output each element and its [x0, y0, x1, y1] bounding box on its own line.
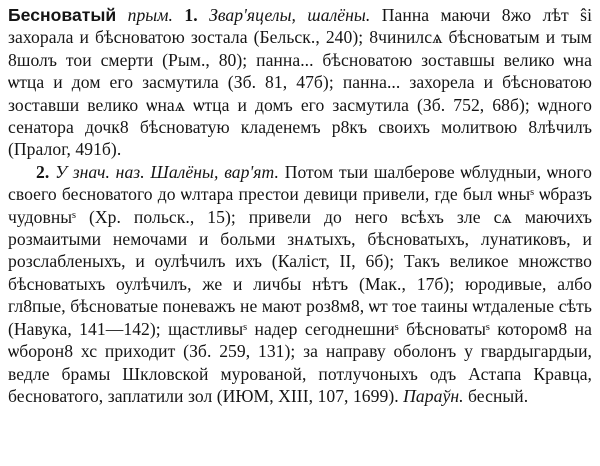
sense-2-paragraph	[8, 161, 592, 407]
compare-label: Параўн.	[403, 385, 464, 406]
part-of-speech: прым.	[127, 5, 173, 25]
sense-2-gloss: У знач. наз. Шалёны, вар'ят.	[55, 161, 279, 182]
sense-2-number: 2.	[36, 161, 50, 182]
headword: Бесноватый	[8, 5, 117, 25]
sense-2-citations: Потом тыи шалберове ѡблудныи, ѡного своего бесноватого до ѡлтара престои девици привели, где был ѡныˢ ѡбразъ чудовныˢ (Хр. польск., 15); привели до него всѣхъ зле сѧ маючихъ розмаитыми немочами и больми знѧтыхъ, бѣсноватыхъ, лунатиковъ, и розслабленыхъ, и оулѣчилъ ихъ (Каліст, II, 6б); Такъ великое множство бѣсноватыхъ оулѣчилъ, же и личбы нѣтъ (Мак., 17б); юродивые, албо гл8пые, бѣсноватые поневажъ не мают роз8м8, ѡт тое таины ѡтдаленые сѣть (Навука, 141—142); щастливыˢ надер сегоднешниˢ бѣсноватыˢ котором8 на ѡборон8 хс приходит (Зб. 259, 131); за направу оболонъ у гвардыгардыи, ведле брамы Шкловской мурованой, потлучоныхъ одъ Астапа Кравца, бесноватого, заплатили зол (ИЮМ, XIII, 107, 1699).	[8, 161, 593, 406]
sense-1-citations: Панна маючи 8жо лѣт ŝi захорала и бѣсноватою зостала (Бельск., 240); 8чинилсѧ бѣсноватым и тым 8шолъ тои смерти (Рым., 80); панна... бѣсноватою зоставшы велико ѡна ѡтца и дом его засмутила (Зб. 81, 47б); панна... захорела и бѣсноватою зоставши велико ѡнаѧ ѡтца и домъ его засмутила (Зб. 752, 68б); ѡдного сенатора дочк8 бѣсноватую кладенемъ р8къ своихъ молитвою 8лѣчилъ (Пралог, 491б).	[8, 5, 593, 160]
compare-word: бесный.	[468, 385, 529, 406]
sense-1-gloss: Звар'яцелы, шалёны.	[209, 5, 371, 25]
sense-1-paragraph	[8, 4, 592, 161]
sense-1-number: 1.	[184, 5, 198, 25]
